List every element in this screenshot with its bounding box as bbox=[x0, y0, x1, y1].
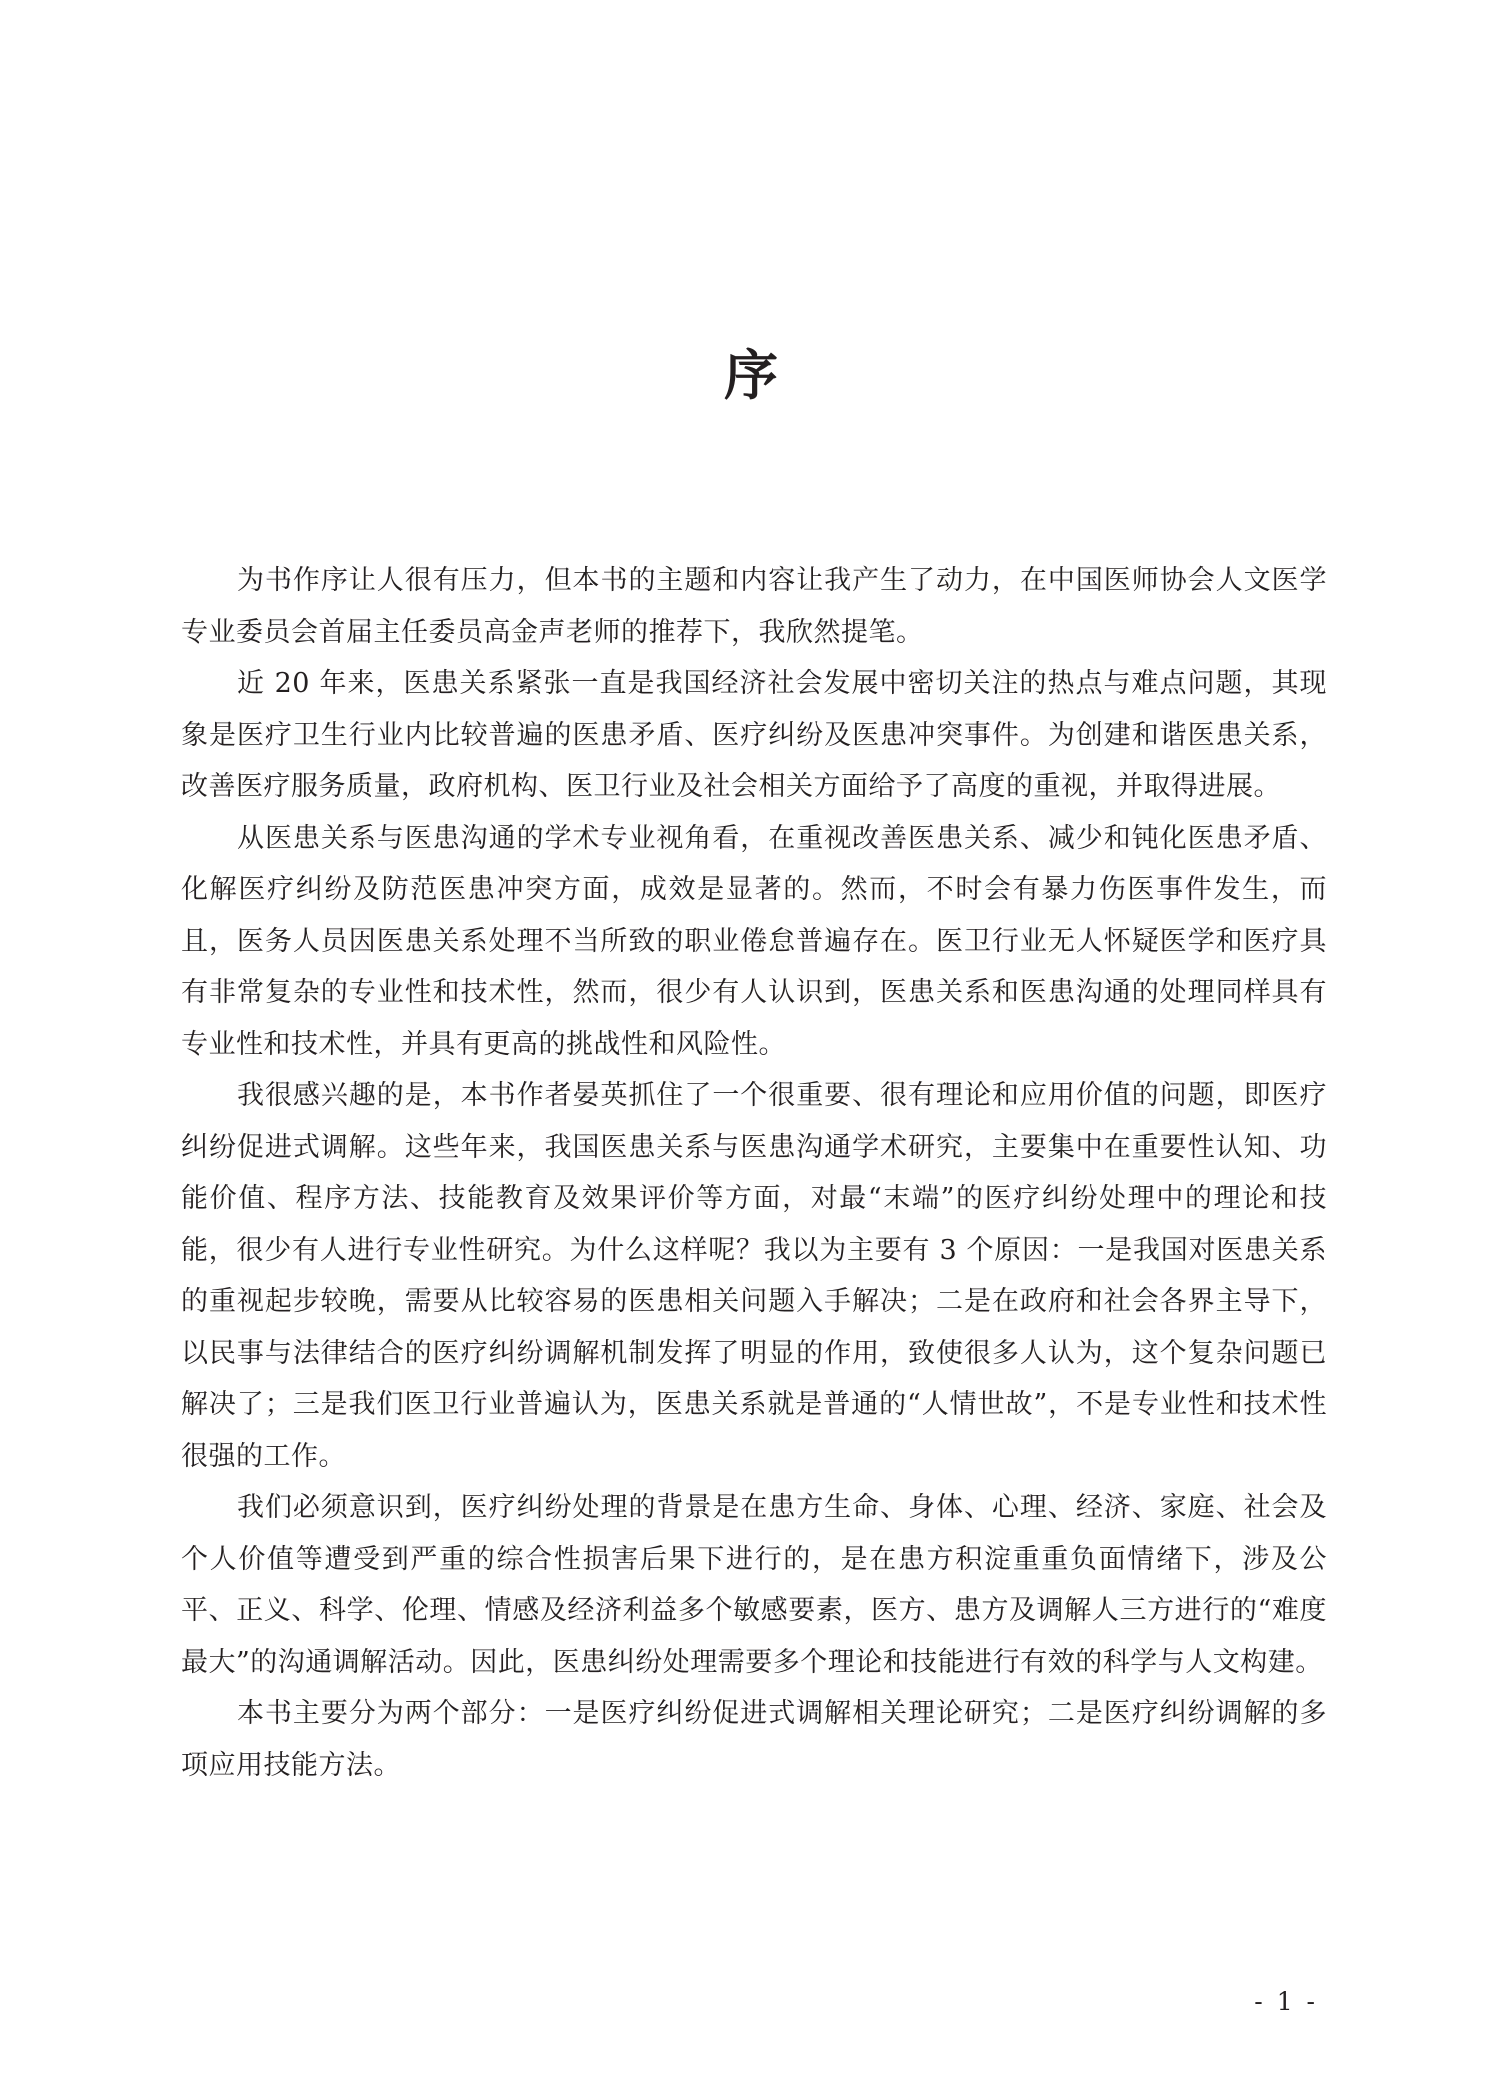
paragraph-1: 为书作序让人很有压力，但本书的主题和内容让我产生了动力，在中国医师协会人文医学专业委员会首届主任委员高金声老师的推荐下，我欣然提笔。 bbox=[181, 565, 1327, 648]
page-number: - 1 - bbox=[1254, 1987, 1318, 2016]
paragraph-3: 从医患关系与医患沟通的学术专业视角看，在重视改善医患关系、减少和钝化医患矛盾、化解医疗纠纷及防范医患冲突方面，成效是显著的。然而，不时会有暴力伤医事件发生，而且，医务人员因医患关系处理不当所致的职业倦怠普遍存在。医卫行业无人怀疑医学和医疗具有非常复杂的专业性和技术性，然而，很少有人认识到，医患关系和医患沟通的处理同样具有专业性和技术性，并具有更高的挑战性和风险性。 bbox=[181, 822, 1327, 1060]
paragraph-5: 我们必须意识到，医疗纠纷处理的背景是在患方生命、身体、心理、经济、家庭、社会及个人价值等遭受到严重的综合性损害后果下进行的，是在患方积淀重重负面情绪下，涉及公平、正义、科学、伦理、情感及经济利益多个敏感要素，医方、患方及调解人三方进行的“难度最大”的沟通调解活动。因此，医患纠纷处理需要多个理论和技能进行有效的科学与人文构建。 bbox=[181, 1492, 1327, 1678]
preface-body bbox=[181, 555, 1327, 1791]
paragraph-2: 近 20 年来，医患关系紧张一直是我国经济社会发展中密切关注的热点与难点问题，其现象是医疗卫生行业内比较普遍的医患矛盾、医疗纠纷及医患冲突事件。为创建和谐医患关系，改善医疗服务质量，政府机构、医卫行业及社会相关方面给予了高度的重视，并取得进展。 bbox=[181, 668, 1327, 802]
paragraph-4: 我很感兴趣的是，本书作者晏英抓住了一个很重要、很有理论和应用价值的问题，即医疗纠纷促进式调解。这些年来，我国医患关系与医患沟通学术研究，主要集中在重要性认知、功能价值、程序方法、技能教育及效果评价等方面，对最“末端”的医疗纠纷处理中的理论和技能，很少有人进行专业性研究。为什么这样呢？我以为主要有 3 个原因：一是我国对医患关系的重视起步较晚，需要从比较容易的医患相关问题入手解决；二是在政府和社会各界主导下，以民事与法律结合的医疗纠纷调解机制发挥了明显的作用，致使很多人认为，这个复杂问题已解决了；三是我们医卫行业普遍认为，医患关系就是普通的“人情世故”，不是专业性和技术性很强的工作。 bbox=[181, 1080, 1327, 1472]
page-title: 序 bbox=[724, 343, 780, 407]
paragraph-6: 本书主要分为两个部分：一是医疗纠纷促进式调解相关理论研究；二是医疗纠纷调解的多项应用技能方法。 bbox=[181, 1698, 1327, 1781]
